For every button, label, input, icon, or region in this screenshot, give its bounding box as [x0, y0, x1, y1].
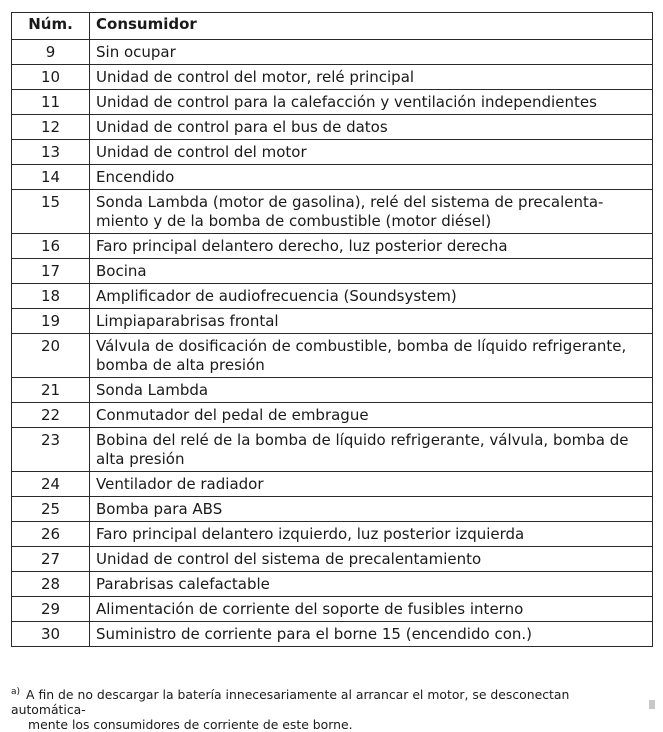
table-row: [12, 522, 653, 547]
table-row: [12, 234, 653, 259]
table-row: [12, 90, 653, 115]
fuse-number: 17: [12, 259, 90, 284]
fuse-number: 30: [12, 622, 90, 647]
fuse-number: 22: [12, 403, 90, 428]
consumer-description: Bocina: [90, 259, 653, 284]
header-consumer: Consumidor: [90, 13, 653, 40]
table-row: [12, 40, 653, 65]
table-row: [12, 165, 653, 190]
fuse-number: 14: [12, 165, 90, 190]
footnote: [11, 687, 631, 732]
fuse-number: 26: [12, 522, 90, 547]
table-row: [12, 572, 653, 597]
consumer-description: Unidad de control del motor, relé principal: [90, 65, 653, 90]
consumer-description: Unidad de control para el bus de datos: [90, 115, 653, 140]
fuse-number: 28: [12, 572, 90, 597]
table-row: [12, 472, 653, 497]
footnote-line-1: A fin de no descargar la batería innecesariamente al arrancar el motor, se desconectan automática-: [11, 687, 570, 717]
fuse-number: 27: [12, 547, 90, 572]
consumer-description: Faro principal delantero derecho, luz posterior derecha: [90, 234, 653, 259]
consumer-description: Encendido: [90, 165, 653, 190]
consumer-description: Bobina del relé de la bomba de líquido refrigerante, válvula, bomba de alta presión: [90, 428, 653, 472]
table-row: [12, 140, 653, 165]
consumer-description: Alimentación de corriente del soporte de fusibles interno: [90, 597, 653, 622]
table-row: [12, 334, 653, 378]
consumer-description: Faro principal delantero izquierdo, luz posterior izquierda: [90, 522, 653, 547]
fuse-number: 12: [12, 115, 90, 140]
table-row: [12, 378, 653, 403]
fuse-number: 15: [12, 190, 90, 234]
fuse-number: 9: [12, 40, 90, 65]
consumer-description: Bomba para ABS: [90, 497, 653, 522]
table-row: [12, 622, 653, 647]
table-row: [12, 428, 653, 472]
fuse-number: 21: [12, 378, 90, 403]
consumer-description: Suministro de corriente para el borne 15 (encendido con.): [90, 622, 653, 647]
consumer-description: Parabrisas calefactable: [90, 572, 653, 597]
fuse-number: 23: [12, 428, 90, 472]
consumer-description: Válvula de dosificación de combustible, bomba de líquido refrigerante, bomba de alta presión: [90, 334, 653, 378]
fuse-number: 18: [12, 284, 90, 309]
fuse-number: 13: [12, 140, 90, 165]
fuse-number: 10: [12, 65, 90, 90]
table-row: [12, 547, 653, 572]
fuse-consumer-table: [11, 12, 653, 647]
consumer-description: Sin ocupar: [90, 40, 653, 65]
consumer-description: Amplificador de audiofrecuencia (Soundsystem): [90, 284, 653, 309]
table-body: [12, 40, 653, 647]
table-row: [12, 259, 653, 284]
fuse-number: 16: [12, 234, 90, 259]
table-row: [12, 65, 653, 90]
consumer-description: Unidad de control para la calefacción y ventilación independientes: [90, 90, 653, 115]
consumer-description: Unidad de control del motor: [90, 140, 653, 165]
fuse-number: 20: [12, 334, 90, 378]
fuse-number: 24: [12, 472, 90, 497]
table-row: [12, 115, 653, 140]
table-row: [12, 284, 653, 309]
table-row: [12, 309, 653, 334]
footnote-marker: a): [11, 686, 21, 697]
fuse-number: 19: [12, 309, 90, 334]
table-row: [12, 403, 653, 428]
table-row: [12, 497, 653, 522]
page-edge-marker: [649, 700, 655, 709]
consumer-description: Sonda Lambda (motor de gasolina), relé del sistema de precalenta- miento y de la bomba de combustible (motor diésel): [90, 190, 653, 234]
consumer-description: Sonda Lambda: [90, 378, 653, 403]
fuse-number: 11: [12, 90, 90, 115]
header-num: Núm.: [12, 13, 90, 40]
consumer-description: Limpiaparabrisas frontal: [90, 309, 653, 334]
table-row: [12, 597, 653, 622]
footnote-line-2: mente los consumidores de corriente de este borne.: [28, 717, 353, 732]
fuse-number: 25: [12, 497, 90, 522]
fuse-number: 29: [12, 597, 90, 622]
consumer-description: Conmutador del pedal de embrague: [90, 403, 653, 428]
table-row: [12, 190, 653, 234]
consumer-description: Ventilador de radiador: [90, 472, 653, 497]
consumer-description: Unidad de control del sistema de precalentamiento: [90, 547, 653, 572]
table-header-row: [12, 13, 653, 40]
